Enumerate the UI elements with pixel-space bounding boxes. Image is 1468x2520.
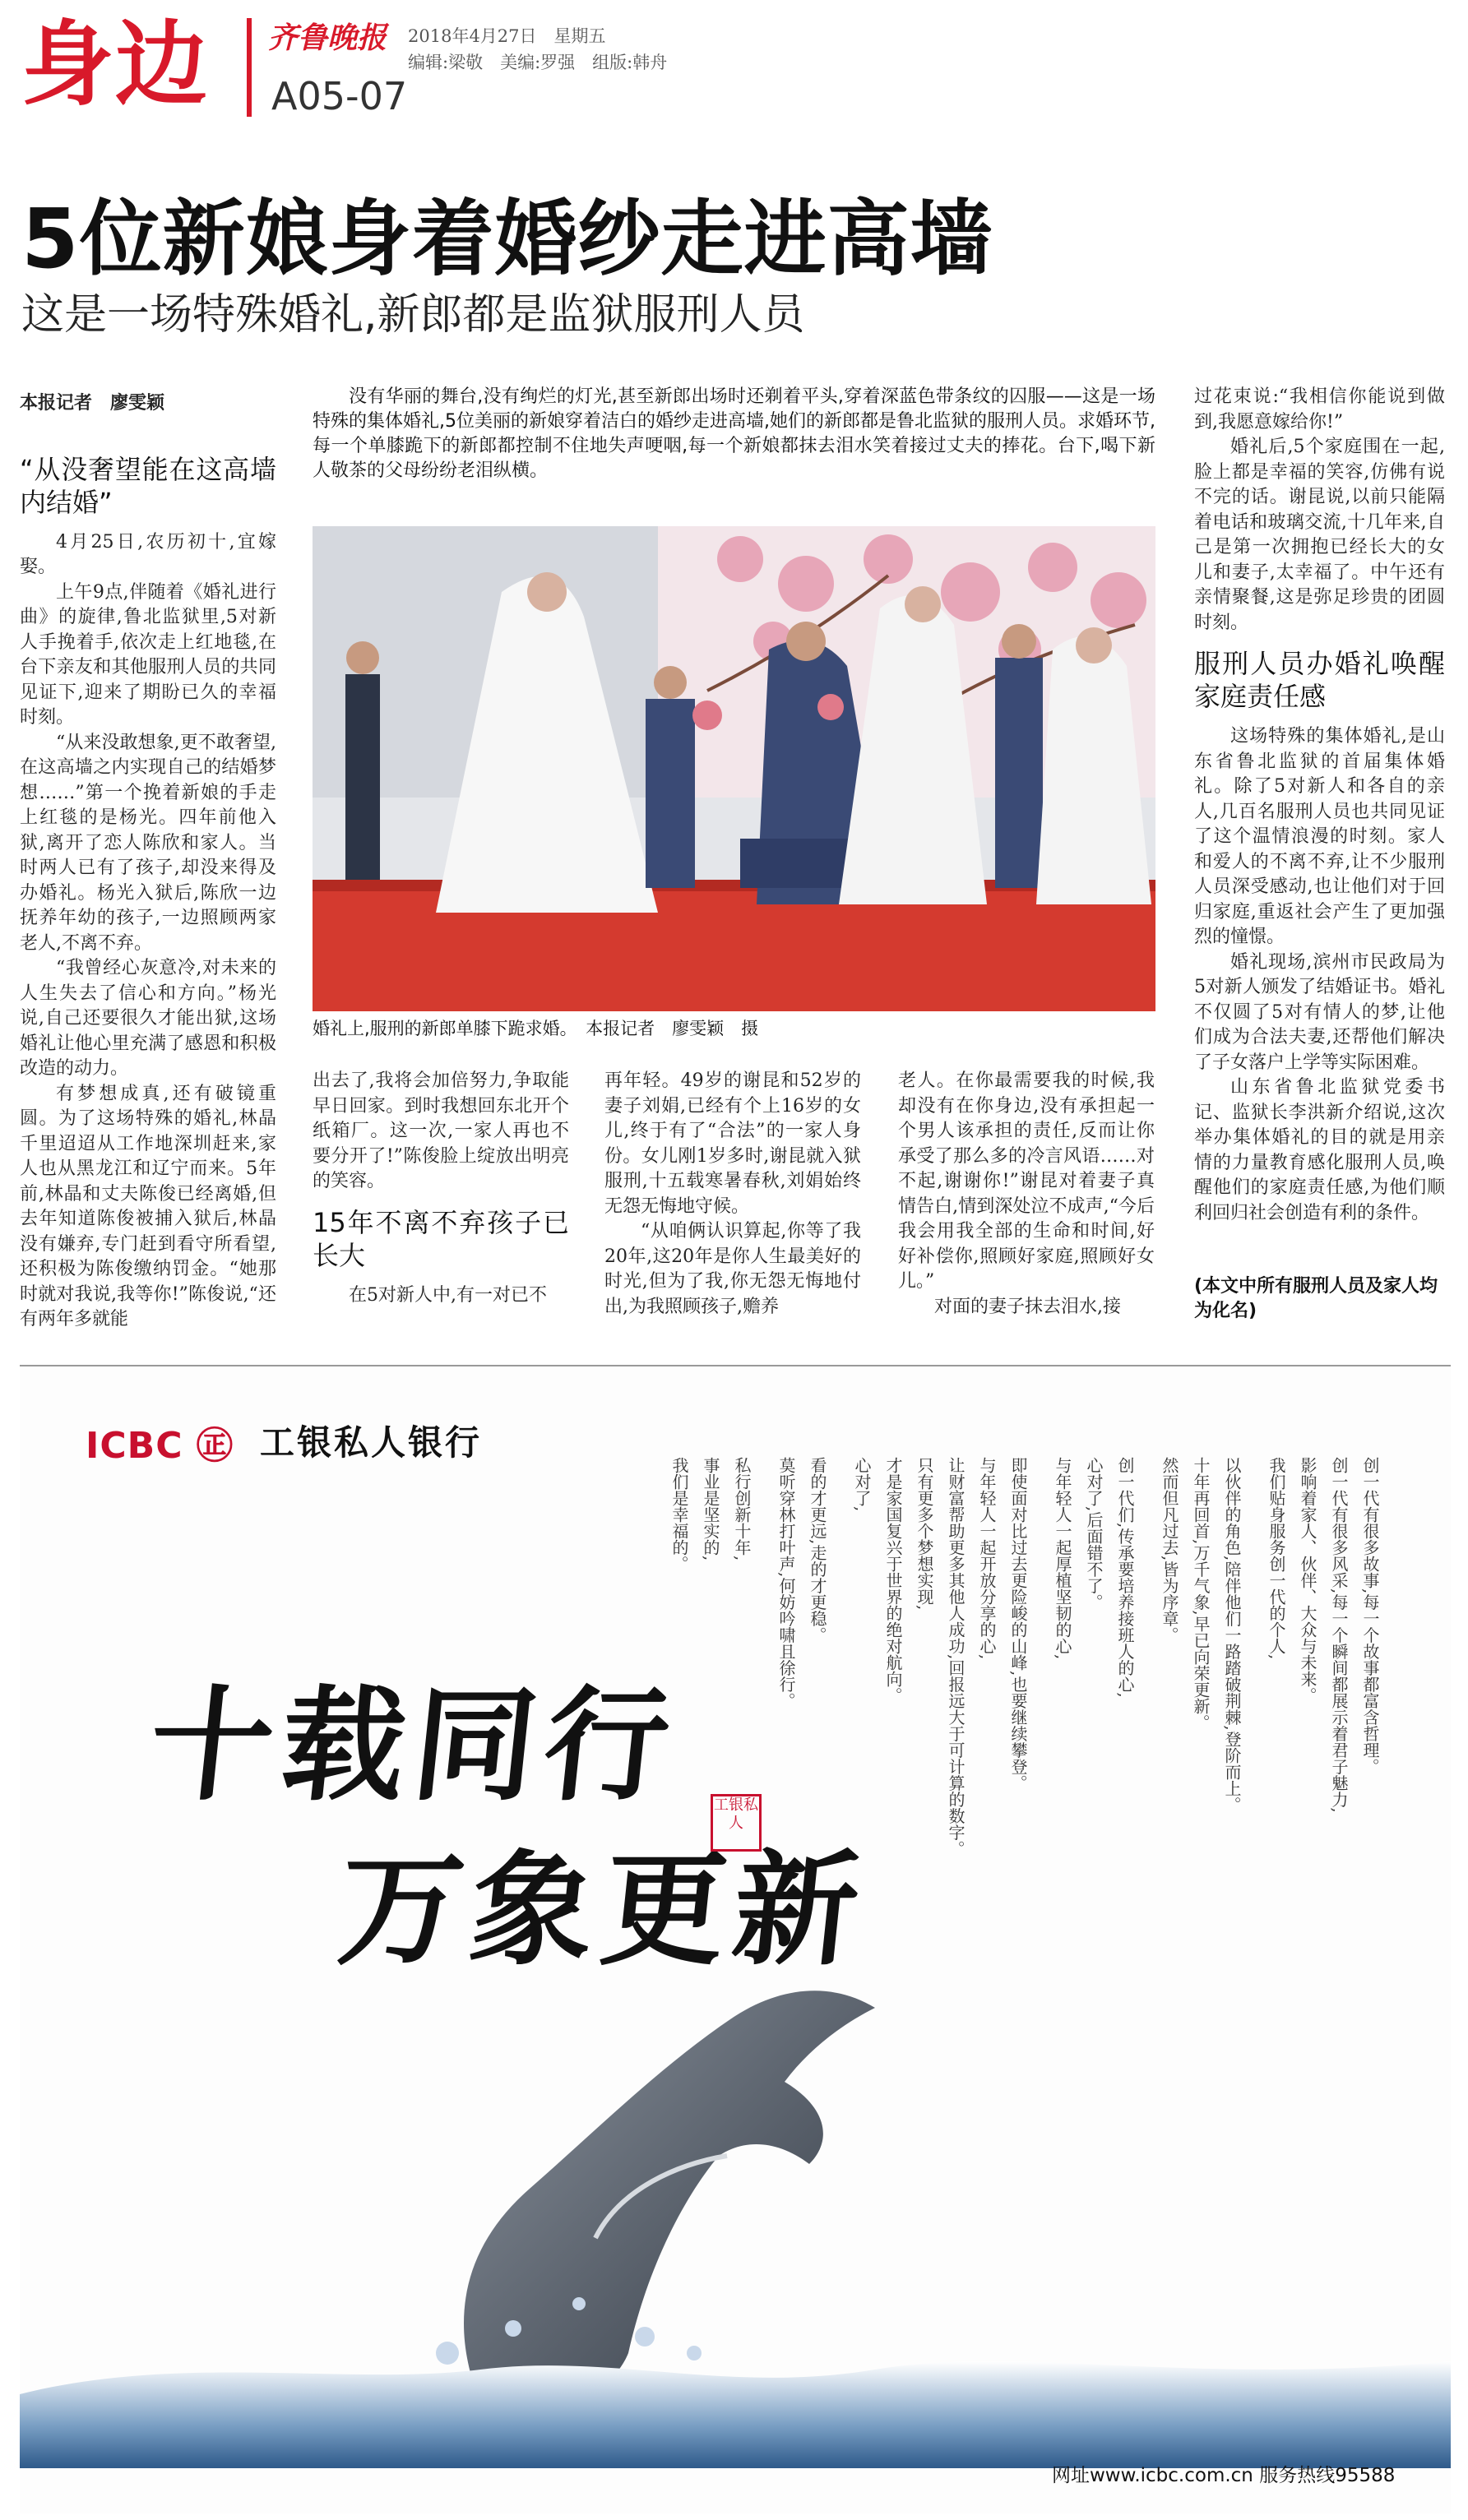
subheadline: 这是一场特殊婚礼,新郎都是监狱服刑人员 xyxy=(21,290,805,340)
paragraph: 对面的妻子抹去泪水,接 xyxy=(934,1296,1121,1317)
column-1 xyxy=(20,391,276,1333)
poem-line: 即使面对比过去更险峻的山峰,也要继续攀登。 xyxy=(1008,1457,1028,1792)
poem-line: 影响着家人、伙伴、大众与未来。 xyxy=(1298,1457,1317,1704)
poem-line: 心对了,后面错不了。 xyxy=(1084,1457,1104,1611)
section-title: 身边 xyxy=(21,12,209,118)
paragraph: 有梦想成真,还有破镜重圆。为了这场特殊的婚礼,林晶千里迢迢从工作地深圳赶来,家人也从黑龙江和辽宁而来。5年前,林晶和丈夫陈俊已经离婚,但去年知道陈俊被捕入狱后,林晶没有嫌弃,专门赶到看守所看望,还积极为陈俊缴纳罚金。“她那时就对我说,我等你!”陈俊说,“还有两年多就能 xyxy=(20,1083,276,1329)
newspaper-name: 齐鲁晚报 xyxy=(268,21,387,55)
subhead-2: 15年不离不弃孩子已长大 xyxy=(313,1206,569,1271)
paragraph: 在5对新人中,有一对已不 xyxy=(349,1284,547,1306)
subhead-3: 服刑人员办婚礼唤醒家庭责任感 xyxy=(1194,648,1445,712)
icbc-wordmark: ICBC xyxy=(86,1425,183,1467)
paragraph: 再年轻。49岁的谢昆和52岁的妻子刘娟,已经有个上16岁的女儿,终于有了“合法”的一家人身份。女儿刚1岁多时,谢昆就入狱服刑,十五载寒暑春秋,刘娟始终无怨无悔地守候。 xyxy=(604,1070,861,1217)
paragraph: “我曾经心灰意冷,对未来的人生失去了信心和方向。”杨光说,自己还要很久才能出狱,这场婚礼让他心里充满了感恩和积极改造的动力。 xyxy=(20,958,276,1079)
red-seal: 工银私人 xyxy=(711,1794,762,1852)
poem-line: 创一代有很多故事,每一个故事都富含哲理。 xyxy=(1360,1457,1380,1775)
whale-illustration xyxy=(20,1893,1451,2468)
poem-line: 然而但凡过去,皆为序章。 xyxy=(1160,1457,1179,1644)
poem-line: 我们是幸福的。 xyxy=(669,1457,689,1572)
paragraph: “从来没敢想象,更不敢奢望,在这高墙之内实现自己的结婚梦想……”第一个挽着新娘的手走上红毯的是杨光。四年前他入狱,离开了恋人陈欣和家人。当时两人已有了孩子,却没来得及办婚礼。杨光入狱后,陈欣一边抚养年幼的孩子,一边照顾两家老人,不离不弃。 xyxy=(20,732,276,954)
paragraph: 婚礼后,5个家庭围在一起,脸上都是幸福的笑容,仿佛有说不完的话。谢昆说,以前只能隔着电话和玻璃交流,十几年来,自己是第一次拥抱已经长大的女儿和妻子,太幸福了。中午还有亲情聚餐,这是弥足珍贵的团圆时刻。 xyxy=(1194,437,1445,633)
page-number: A05-07 xyxy=(271,74,408,118)
poem-line: 与年轻人一起开放分享的心, xyxy=(977,1457,997,1660)
poem-line: 我们贴身服务创一代的个人, xyxy=(1267,1457,1286,1660)
icbc-logo xyxy=(86,1416,234,1468)
poem-line: 只有更多个梦想实现, xyxy=(915,1457,934,1611)
brand-name: 工银私人银行 xyxy=(260,1422,483,1463)
paragraph: 过花束说:“我相信你能说到做到,我愿意嫁给你!” xyxy=(1194,386,1445,432)
issue-date: 2018年4月27日 星期五 xyxy=(408,26,606,46)
column-2 xyxy=(313,1069,569,1308)
paragraph: 这场特殊的集体婚礼,是山东省鲁北监狱的首届集体婚礼。除了5对新人和各自的亲人,几百名服刑人员也共同见证了这个温情浪漫的时刻。家人和爱人的不离不弃,让不少服刑人员深受感动,也让他们对于回归家庭,重返社会产生了更加强烈的憧憬。 xyxy=(1194,726,1445,947)
poem-line: 莫听穿林打叶声,何妨吟啸且徐行。 xyxy=(776,1457,796,1709)
icbc-advertisement xyxy=(20,1365,1451,2513)
paragraph: 上午9点,伴随着《婚礼进行曲》的旋律,鲁北监狱里,5对新人手挽着手,依次走上红地毯,在台下亲友和其他服刑人员的共同见证下,迎来了期盼已久的幸福时刻。 xyxy=(20,581,276,728)
poem-line: 与年轻人一起厚植坚韧的心, xyxy=(1053,1457,1072,1660)
ad-footer-contact: 网址www.icbc.com.cn 服务热线95588 xyxy=(1052,2465,1396,2486)
paragraph: “从咱俩认识算起,你等了我20年,这20年是你人生最美好的时光,但为了我,你无怨无悔地付出,为我照顾孩子,赡养 xyxy=(604,1221,861,1317)
paragraph: 4月25日,农历初十,宜嫁娶。 xyxy=(20,531,276,577)
wedding-photo xyxy=(313,526,1155,1011)
column-4 xyxy=(898,1069,1155,1320)
poem-line: 以伙伴的角色,陪伴他们一路踏破荆棘,登阶而上。 xyxy=(1222,1457,1242,1813)
poem-line: 心对了, xyxy=(852,1457,872,1512)
paragraph: 出去了,我将会加倍努力,争取能早日回家。到时我想回东北开个纸箱厂。这一次,一家人再也不要分开了!”陈俊脸上绽放出明亮的笑容。 xyxy=(313,1070,569,1191)
poem-line: 事业是坚实的, xyxy=(701,1457,720,1561)
paragraph: 老人。在你最需要我的时候,我却没有在你身边,没有承担起一个男人该承担的责任,反而让你承受了那么多的冷言风语……对不起,谢谢你!”谢昆对着妻子真情告白,情到深处泣不成声,“今后我会用我全部的生命和时间,好好补偿你,照顾好家庭,照顾好女儿。” xyxy=(898,1070,1155,1292)
subhead-1: “从没奢望能在这高墙内结婚” xyxy=(20,453,276,518)
icbc-emblem-icon: ㊣ xyxy=(196,1425,234,1467)
poem-line: 私行创新十年, xyxy=(732,1457,752,1561)
poem-line: 让财富帮助更多其他人成功,回报远大于可计算的数字。 xyxy=(946,1457,966,1857)
headline: 5位新娘身着婚纱走进高墙 xyxy=(21,191,993,287)
header-divider xyxy=(247,18,252,117)
column-5 xyxy=(1194,385,1445,1226)
poem-line: 创一代们,传承要培养接班人的心, xyxy=(1115,1457,1135,1698)
paragraph: 山东省鲁北监狱党委书记、监狱长李洪新介绍说,这次举办集体婚礼的目的就是用亲情的力量教育感化服刑人员,唤醒他们的家庭责任感,为他们顺利回归社会创造有利的条件。 xyxy=(1194,1077,1445,1223)
photo-caption: 婚礼上,服刑的新郎单膝下跪求婚。 本报记者 廖雯颖 摄 xyxy=(313,1019,759,1038)
poem-line: 创一代有很多风采,每一个瞬间都展示着君子魅力, xyxy=(1329,1457,1349,1813)
poem-line: 才是家国复兴于世界的绝对航向。 xyxy=(883,1457,903,1704)
lead-paragraph: 没有华丽的舞台,没有绚烂的灯光,甚至新郎出场时还剃着平头,穿着深蓝色带条纹的囚服——这是一场特殊的集体婚礼,5位美丽的新娘穿着洁白的婚纱走进高墙,她们的新郎都是鲁北监狱的服刑人员。求婚环节,每一个单膝跪下的新郎都控制不住地失声哽咽,每一个新娘都抹去泪水笑着接过丈夫的捧花。台下,喝下新人敬茶的父母纷纷老泪纵横。 xyxy=(313,386,1155,481)
paragraph: 婚礼现场,滨州市民政局为5对新人颁发了结婚证书。婚礼不仅圆了5对有情人的梦,让他们成为合法夫妻,还帮他们解决了子女落户上学等实际困难。 xyxy=(1194,951,1445,1073)
slogan-line-2: 万象更新 xyxy=(331,1838,873,1982)
poem-line: 看的才更远,走的才更稳。 xyxy=(808,1457,827,1644)
editor-credits: 编辑:梁敬 美编:罗强 组版:韩舟 xyxy=(408,53,668,72)
byline: 本报记者 廖雯颖 xyxy=(20,393,165,414)
poem-line: 十年再回首,万千气象,早已向荣更新。 xyxy=(1191,1457,1211,1731)
pseudonym-note: (本文中所有服刑人员及家人均为化名) xyxy=(1194,1276,1438,1321)
column-3 xyxy=(604,1069,861,1320)
slogan-line-1: 十载同行 xyxy=(142,1673,684,1818)
